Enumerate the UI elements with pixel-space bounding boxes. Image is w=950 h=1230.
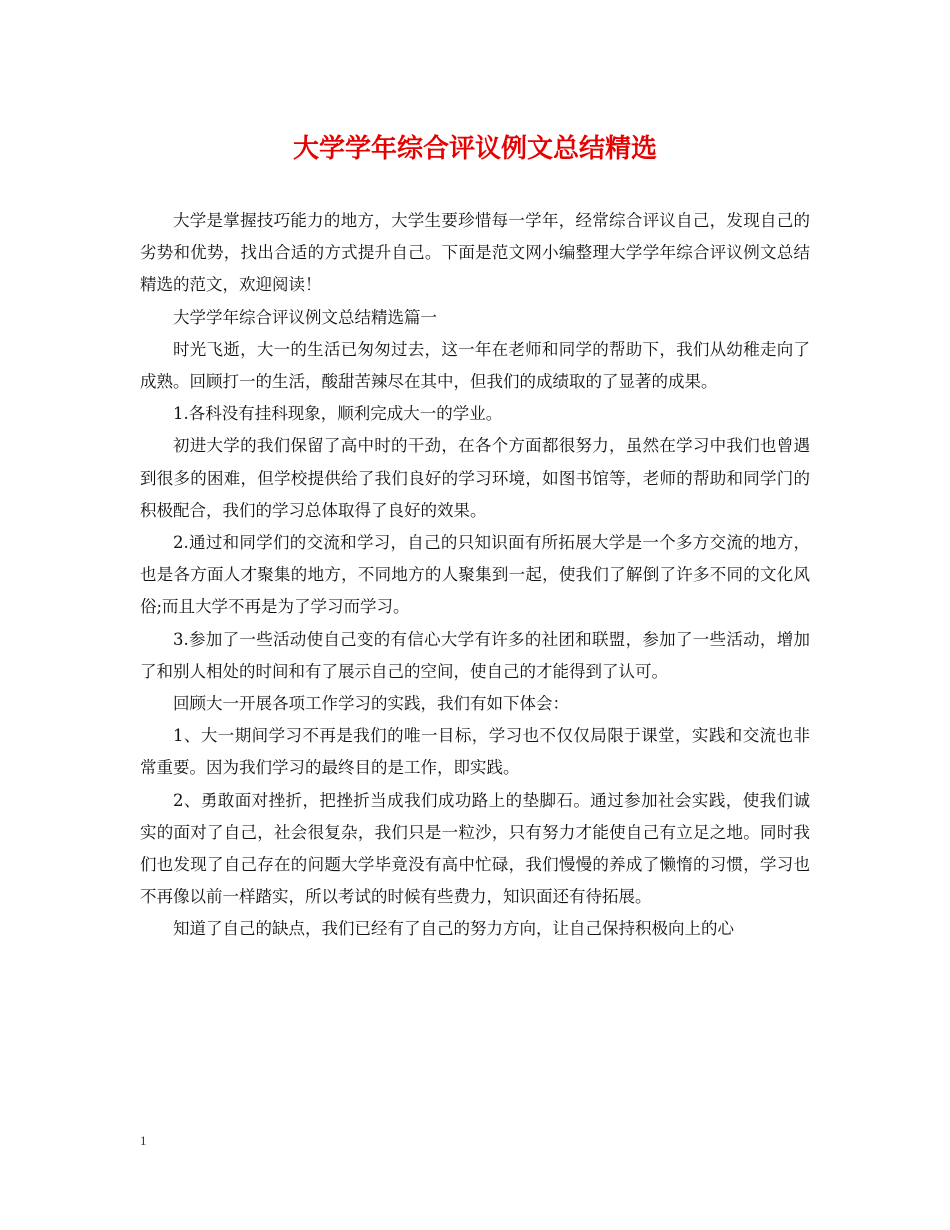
paragraph-list-item: 2.通过和同学们的交流和学习，自己的只知识面有所拓展大学是一个多方交流的地方，也是各方面人才聚集的地方，不同地方的人聚集到一起，使我们了解倒了许多不同的文化风俗;而且大学不再是为了学习而学习。 [140, 533, 810, 617]
paragraph-section-heading: 大学学年综合评议例文总结精选篇一 [173, 307, 437, 327]
paragraph: 时光飞逝，大一的生活已匆匆过去，这一年在老师和同学的帮助下，我们从幼稚走向了成熟。回顾打一的生活，酸甜苦辣尽在其中，但我们的成绩取的了显著的成果。 [140, 339, 810, 392]
paragraph-list-item: 3.参加了一些活动使自己变的有信心大学有许多的社团和联盟，参加了一些活动，增加了和别人相处的时间和有了展示自己的空间，使自己的才能得到了认可。 [140, 629, 810, 681]
paragraph: 知道了自己的缺点，我们已经有了自己的努力方向，让自己保持积极向上的心 [173, 919, 734, 939]
paragraph-intro: 大学是掌握技巧能力的地方，大学生要珍惜每一学年，经常综合评议自己，发现自己的劣势和优势，找出合适的方式提升自己。下面是范文网小编整理大学学年综合评议例文总结精选的范文，欢迎阅读！ [140, 211, 810, 295]
document-title: 大学学年综合评议例文总结精选 [292, 134, 657, 164]
paragraph-list-item: 1、大一期间学习不再是我们的唯一目标，学习也不仅仅局限于课堂，实践和交流也非常重要。因为我们学习的最终目的是工作，即实践。 [140, 726, 810, 778]
paragraph-list-item: 1.各科没有挂科现象，顺利完成大一的学业。 [173, 404, 503, 424]
page-number: 1 [140, 1133, 147, 1148]
paragraph-list-item: 2、勇敢面对挫折，把挫折当成我们成功路上的垫脚石。通过参加社会实践，使我们诚实的面对了自己，社会很复杂，我们只是一粒沙，只有努力才能使自己有立足之地。同时我们也发现了自己存在的问题大学毕竟没有高中忙碌，我们慢慢的养成了懒惰的习惯，学习也不再像以前一样踏实，所以考试的时候有些费力，知识面还有待拓展。 [140, 790, 810, 907]
paragraph: 回顾大一开展各项工作学习的实践，我们有如下体会： [173, 694, 569, 714]
paragraph: 初进大学的我们保留了高中时的干劲，在各个方面都很努力，虽然在学习中我们也曾遇到很多的困难，但学校提供给了我们良好的学习环境，如图书馆等，老师的帮助和同学门的积极配合，我们的学习总体取得了良好的效果。 [140, 436, 810, 520]
document-body [140, 205, 810, 946]
